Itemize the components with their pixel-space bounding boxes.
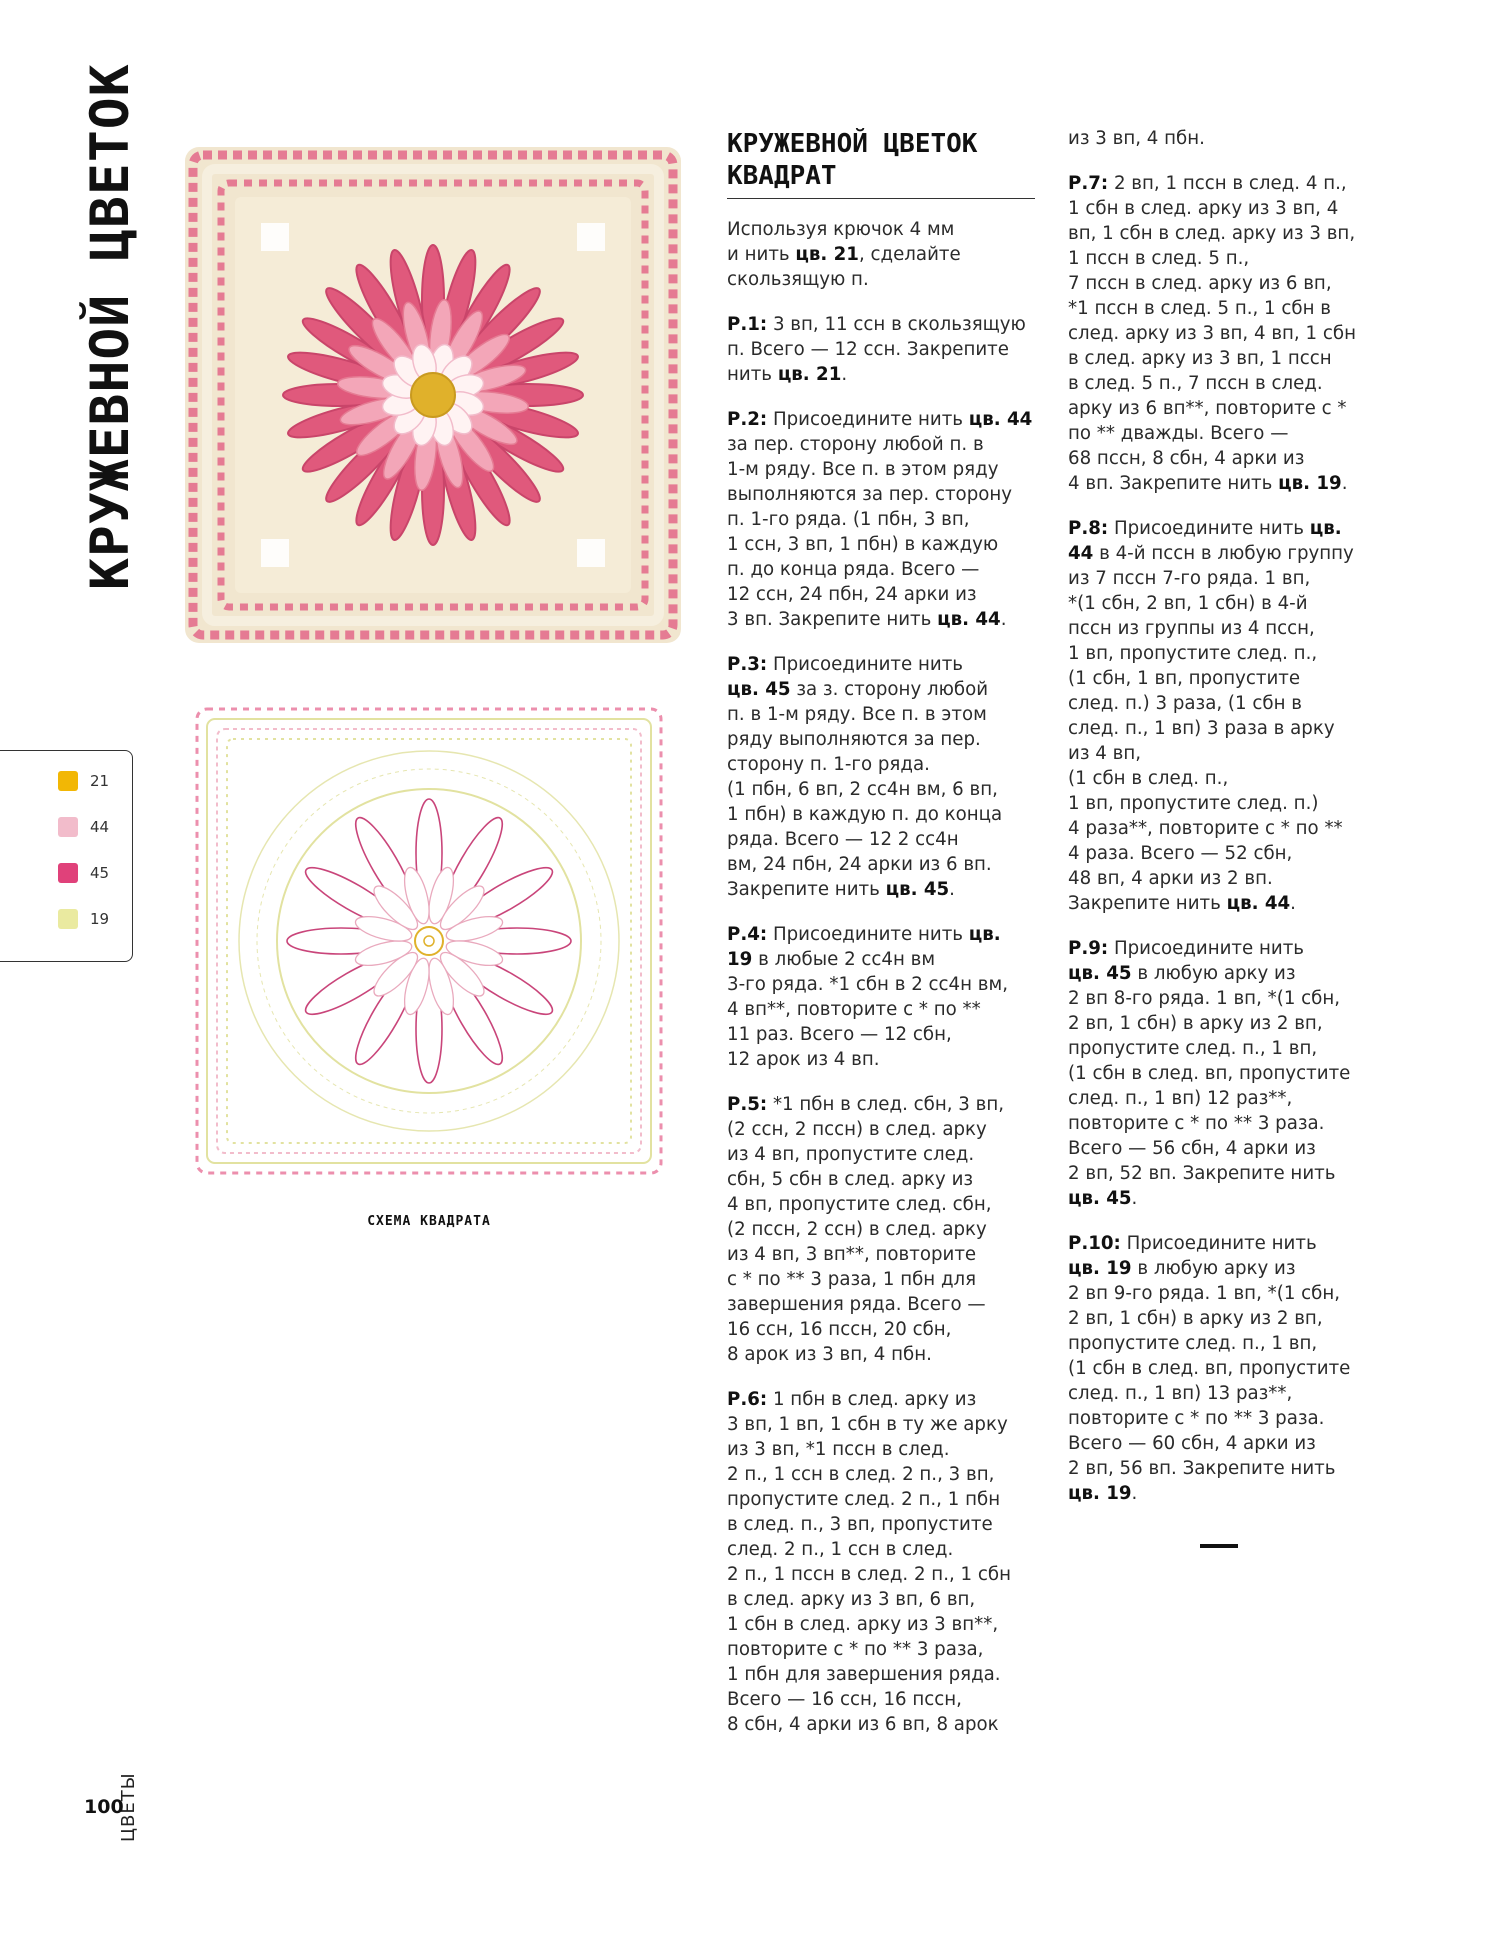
instruction-paragraph [1068, 126, 1388, 151]
instruction-text: в любые 2 сс4н вм [752, 949, 936, 970]
instruction-text: Присоедините нить [1108, 938, 1305, 959]
instruction-text: Всего — 60 сбн, 4 арки из [1068, 1433, 1316, 1454]
instruction-line [727, 1462, 1047, 1487]
instruction-text: . [1131, 1483, 1138, 1504]
vertical-title [76, 63, 146, 590]
instruction-bold-text: Р.1: [727, 314, 768, 335]
instruction-text: Всего — 56 сбн, 4 арки из [1068, 1138, 1316, 1159]
instruction-text: . [949, 879, 955, 900]
instruction-text: 1 пбн в след. арку из [767, 1389, 977, 1410]
instruction-line [1068, 471, 1388, 496]
instruction-text: 2 вп 8-го ряда. 1 вп, *(1 сбн, [1068, 988, 1341, 1009]
instruction-line [727, 677, 1047, 702]
instruction-line [727, 827, 1047, 852]
instruction-text: в след. 5 п., 7 пссн в след. [1068, 373, 1323, 394]
instruction-text: пропустите след. п., 1 вп, [1068, 1038, 1318, 1059]
instruction-bold-text: цв. 44 [937, 609, 1001, 630]
instruction-bold-text: цв. 45 [885, 879, 950, 900]
instruction-line [1068, 126, 1388, 151]
instruction-line [727, 1342, 1047, 1367]
instruction-text: арку из 6 вп**, повторите с * [1068, 398, 1347, 419]
instruction-line [727, 582, 1047, 607]
instruction-text: след. 2 п., 1 ссн в след. [727, 1539, 954, 1560]
instruction-text: . [1000, 609, 1007, 630]
instruction-line [1068, 1111, 1388, 1136]
instruction-line [727, 217, 1047, 242]
instruction-bold-text: цв. 45 [1068, 1188, 1132, 1209]
instruction-line [1068, 866, 1388, 891]
instruction-line [1068, 1406, 1388, 1431]
instruction-text: 2 вп, 56 вп. Закрепите нить [1068, 1458, 1336, 1479]
instruction-text: п. до конца ряда. Всего — [727, 559, 980, 580]
instruction-text: 3-го ряда. *1 сбн в 2 сс4н вм, [727, 974, 1009, 995]
legend-label: 19 [90, 910, 110, 928]
instruction-line [727, 457, 1047, 482]
instruction-text: 1 сбн в след. арку из 3 вп, 4 [1068, 198, 1339, 219]
instruction-text: ряду выполняются за пер. [727, 729, 981, 750]
instruction-line [1068, 1281, 1388, 1306]
instruction-text: п. в 1-м ряду. Все п. в этом [727, 704, 987, 725]
instruction-text: 1 пбн) в каждую п. до конца [727, 804, 1003, 825]
instruction-text: пропустите след. п., 1 вп, [1068, 1333, 1318, 1354]
instructions-column-1 [727, 217, 1047, 1757]
instruction-text: п. 1-го ряда. (1 пбн, 3 вп, [727, 509, 970, 530]
instruction-line [727, 482, 1047, 507]
pattern-heading-line: КРУЖЕВНОЙ ЦВЕТОК [727, 129, 978, 159]
instruction-text: *(1 сбн, 2 вп, 1 сбн) в 4-й [1068, 593, 1308, 614]
legend-label: 21 [90, 772, 110, 790]
instruction-text: след. арку из 3 вп, 4 вп, 1 сбн [1068, 323, 1356, 344]
instruction-bold-text: Р.5: [727, 1094, 768, 1115]
instruction-text: в любую арку из [1131, 963, 1296, 984]
instruction-line [1068, 421, 1388, 446]
instruction-text: 2 п., 1 пссн в след. 2 п., 1 сбн [727, 1564, 1012, 1585]
instruction-text: завершения ряда. Всего — [727, 1294, 986, 1315]
instruction-line [727, 877, 1047, 902]
instruction-line [727, 1412, 1047, 1437]
instruction-text: пропустите след. 2 п., 1 пбн [727, 1489, 1001, 1510]
instruction-text: 16 ссн, 16 пссн, 20 сбн, [727, 1319, 952, 1340]
instruction-bold-text: Р.2: [727, 409, 768, 430]
instruction-line [727, 267, 1047, 292]
instruction-line [727, 752, 1047, 777]
instruction-text: Закрепите нить [1068, 893, 1227, 914]
diagram-caption: СХЕМА КВАДРАТА [367, 1214, 491, 1229]
instruction-text: 3 вп. Закрепите нить [727, 609, 938, 630]
crochet-stitch-diagram [193, 705, 665, 1177]
instruction-line [727, 362, 1047, 387]
instruction-text: (2 пссн, 2 ссн) в след. арку [727, 1219, 987, 1240]
instruction-line [1068, 1061, 1388, 1086]
instruction-text: 1 вп, пропустите след. п.) [1068, 793, 1319, 814]
instruction-text: след. п., 1 вп) 3 раза в арку [1068, 718, 1335, 739]
instruction-bold-text: Р.7: [1068, 173, 1109, 194]
instruction-text: повторите с * по ** 3 раза. [1068, 1113, 1325, 1134]
instruction-text: повторите с * по ** 3 раза. [1068, 1408, 1325, 1429]
instruction-bold-text: цв. 45 [727, 679, 791, 700]
instruction-text: 2 вп 9-го ряда. 1 вп, *(1 сбн, [1068, 1283, 1341, 1304]
instruction-text: Закрепите нить [727, 879, 886, 900]
instruction-text: 8 сбн, 4 арки из 6 вп, 8 арок [727, 1714, 999, 1735]
instruction-line [1068, 1431, 1388, 1456]
pattern-heading-line: КВАДРАТ [727, 161, 837, 191]
instruction-paragraph [727, 652, 1047, 902]
instruction-text: (2 ссн, 2 пссн) в след. арку [727, 1119, 987, 1140]
instruction-line [727, 1637, 1047, 1662]
instruction-line [727, 702, 1047, 727]
instruction-bold-text: цв. 19 [1068, 1258, 1132, 1279]
instruction-text: . [1131, 1188, 1138, 1209]
instruction-bold-text: цв. [968, 924, 1001, 945]
crochet-square-photo [183, 145, 683, 645]
instruction-text: 8 арок из 3 вп, 4 пбн. [727, 1344, 932, 1365]
instruction-text: . [1290, 893, 1296, 914]
instruction-text: Используя крючок 4 мм [727, 219, 955, 240]
instruction-bold-text: цв. 45 [1068, 963, 1132, 984]
instruction-line [727, 1022, 1047, 1047]
instruction-paragraph [727, 217, 1047, 292]
instruction-text: 2 вп, 1 сбн) в арку из 2 вп, [1068, 1013, 1323, 1034]
instruction-text: Присоедините нить [1108, 518, 1310, 539]
instruction-line [727, 652, 1047, 677]
instruction-text: 12 ссн, 24 пбн, 24 арки из [727, 584, 977, 605]
legend-label: 45 [90, 864, 110, 882]
instruction-text: (1 сбн в след. п., [1068, 768, 1229, 789]
instruction-line [727, 557, 1047, 582]
instruction-line [1068, 741, 1388, 766]
instruction-text: 2 вп, 1 сбн) в арку из 2 вп, [1068, 1308, 1323, 1329]
instruction-text: . [841, 364, 848, 385]
instruction-text: с * по ** 3 раза, 1 пбн для [727, 1269, 977, 1290]
instruction-text: Присоедините нить [767, 654, 964, 675]
instruction-text: из 4 вп, пропустите след. [727, 1144, 975, 1165]
instruction-text: нить [727, 364, 778, 385]
legend-swatch [58, 771, 78, 791]
instruction-bold-text: 44 [1068, 543, 1094, 564]
instruction-paragraph [1068, 936, 1388, 1211]
instruction-line [727, 312, 1047, 337]
instruction-bold-text: Р.3: [727, 654, 768, 675]
instruction-line [727, 1267, 1047, 1292]
instruction-text: из 7 пссн 7-го ряда. 1 вп, [1068, 568, 1311, 589]
instruction-line [1068, 446, 1388, 471]
instruction-line [1068, 1136, 1388, 1161]
instruction-text: 1 сбн в след. арку из 3 вп**, [727, 1614, 999, 1635]
instruction-line [1068, 296, 1388, 321]
instruction-text: в след. арку из 3 вп, 6 вп, [727, 1589, 976, 1610]
color-legend [0, 750, 133, 962]
instruction-line [1068, 961, 1388, 986]
instruction-line [1068, 321, 1388, 346]
instruction-text: 4 раза. Всего — 52 сбн, [1068, 843, 1293, 864]
instruction-line [1068, 541, 1388, 566]
instruction-line [727, 1687, 1047, 1712]
instruction-line [1068, 1011, 1388, 1036]
instruction-line [1068, 271, 1388, 296]
instruction-text: и нить [727, 244, 796, 265]
pattern-heading [727, 128, 1032, 192]
instruction-text: 4 вп, пропустите след. сбн, [727, 1194, 992, 1215]
instruction-text: в любую арку из [1131, 1258, 1296, 1279]
instruction-text: из 3 вп, 4 пбн. [1068, 128, 1205, 149]
instruction-bold-text: цв. 21 [795, 244, 859, 265]
instruction-text: сторону п. 1-го ряда. [727, 754, 930, 775]
instruction-line [1068, 716, 1388, 741]
instruction-line [1068, 1086, 1388, 1111]
instruction-text: 2 вп, 1 пссн в след. 4 п., [1108, 173, 1347, 194]
instruction-text: в 4-й пссн в любую группу [1093, 543, 1354, 564]
instruction-text: 4 вп. Закрепите нить [1068, 473, 1279, 494]
instruction-text: 3 вп, 11 ссн в скользящую [767, 314, 1026, 335]
instruction-paragraph [727, 1092, 1047, 1367]
instruction-text: скользящую п. [727, 269, 869, 290]
instruction-line [1068, 346, 1388, 371]
instruction-line [1068, 641, 1388, 666]
instruction-line [1068, 396, 1388, 421]
instruction-bold-text: Р.6: [727, 1389, 768, 1410]
section-label [114, 1712, 144, 1842]
instruction-text: вп, 1 сбн в след. арку из 3 вп, [1068, 223, 1356, 244]
instructions-column-2 [1068, 126, 1388, 1526]
instruction-line [727, 922, 1047, 947]
instruction-line [727, 1047, 1047, 1072]
instruction-paragraph [1068, 171, 1388, 496]
instruction-line [1068, 1331, 1388, 1356]
instruction-line [1068, 986, 1388, 1011]
instruction-line [727, 337, 1047, 362]
instruction-text: из 4 вп, [1068, 743, 1142, 764]
instruction-text: сбн, 5 сбн в след. арку из [727, 1169, 974, 1190]
instruction-line [727, 802, 1047, 827]
instruction-line [1068, 1161, 1388, 1186]
instruction-text: ряда. Всего — 12 2 сс4н [727, 829, 959, 850]
instruction-line [727, 1537, 1047, 1562]
instruction-text: (1 сбн, 1 вп, пропустите [1068, 668, 1301, 689]
instruction-line [1068, 1306, 1388, 1331]
instruction-text: по ** дважды. Всего — [1068, 423, 1289, 444]
instruction-line [1068, 371, 1388, 396]
instruction-text: (1 пбн, 6 вп, 2 сс4н вм, 6 вп, [727, 779, 998, 800]
vertical-title-text: КРУЖЕВНОЙ ЦВЕТОК [80, 63, 141, 590]
instruction-line [727, 1612, 1047, 1637]
instruction-line [1068, 936, 1388, 961]
instruction-text: 2 вп, 52 вп. Закрепите нить [1068, 1163, 1336, 1184]
instruction-bold-text: цв. 44 [1226, 893, 1291, 914]
instruction-text: 11 раз. Всего — 12 сбн, [727, 1024, 952, 1045]
instruction-text: 1 пбн для завершения ряда. [727, 1664, 1001, 1685]
instruction-line [1068, 221, 1388, 246]
instruction-text: 2 п., 1 ссн в след. 2 п., 3 вп, [727, 1464, 995, 1485]
instruction-line [727, 432, 1047, 457]
legend-label: 44 [90, 818, 110, 836]
instruction-text: Присоедините нить [1120, 1233, 1317, 1254]
instruction-line [727, 1587, 1047, 1612]
instruction-line [727, 727, 1047, 752]
instruction-line [1068, 516, 1388, 541]
instruction-text: Присоедините нить [767, 409, 969, 430]
section-label-text: ЦВЕТЫ [118, 1772, 139, 1842]
instruction-line [727, 1292, 1047, 1317]
instruction-line [727, 852, 1047, 877]
instruction-line [727, 1512, 1047, 1537]
instruction-line [1068, 1036, 1388, 1061]
instruction-text: след. п., 1 вп) 12 раз**, [1068, 1088, 1293, 1109]
page-number: 100 [84, 1796, 124, 1818]
instruction-line [727, 532, 1047, 557]
instruction-text: *1 пссн в след. 5 п., 1 сбн в [1068, 298, 1332, 319]
instruction-text: повторите с * по ** 3 раза, [727, 1639, 984, 1660]
instruction-paragraph [1068, 516, 1388, 916]
instruction-text: 1 вп, пропустите след. п., [1068, 643, 1318, 664]
instruction-line [1068, 591, 1388, 616]
instruction-line [727, 1217, 1047, 1242]
instruction-line [1068, 791, 1388, 816]
instruction-line [1068, 246, 1388, 271]
instruction-line [1068, 1186, 1388, 1211]
instruction-line [727, 1387, 1047, 1412]
legend-swatch [58, 909, 78, 929]
end-mark [1200, 1544, 1238, 1548]
instruction-line [1068, 891, 1388, 916]
instruction-bold-text: 19 [727, 949, 753, 970]
instruction-bold-text: цв. [1309, 518, 1342, 539]
instruction-line [727, 407, 1047, 432]
instruction-line [727, 1487, 1047, 1512]
instruction-line [727, 507, 1047, 532]
instruction-text: , сделайте [858, 244, 961, 265]
instruction-text: 3 вп, 1 вп, 1 сбн в ту же арку [727, 1414, 1008, 1435]
instruction-paragraph [727, 922, 1047, 1072]
instruction-bold-text: Р.4: [727, 924, 768, 945]
instruction-bold-text: Р.8: [1068, 518, 1109, 539]
heading-rule [727, 198, 1035, 199]
instruction-text: за з. сторону любой [790, 679, 989, 700]
instruction-text: 4 раза**, повторите с * по ** [1068, 818, 1343, 839]
instruction-line [727, 1142, 1047, 1167]
instruction-bold-text: Р.9: [1068, 938, 1109, 959]
instruction-line [1068, 816, 1388, 841]
instruction-line [1068, 666, 1388, 691]
instruction-line [1068, 1231, 1388, 1256]
instruction-line [727, 1562, 1047, 1587]
instruction-text: 1-м ряду. Все п. в этом ряду [727, 459, 999, 480]
instruction-text: из 3 вп, *1 пссн в след. [727, 1439, 950, 1460]
instruction-text: в след. п., 3 вп, пропустите [727, 1514, 993, 1535]
instruction-line [727, 1317, 1047, 1342]
instruction-text: . [1341, 473, 1348, 494]
instruction-text: пссн из группы из 4 пссн, [1068, 618, 1315, 639]
instruction-text: след. п., 1 вп) 13 раз**, [1068, 1383, 1293, 1404]
instruction-line [727, 972, 1047, 997]
instruction-text: 1 пссн в след. 5 п., [1068, 248, 1250, 269]
instruction-line [727, 1242, 1047, 1267]
instruction-line [727, 947, 1047, 972]
instruction-line [1068, 841, 1388, 866]
legend-swatch [58, 817, 78, 837]
instruction-line [727, 1192, 1047, 1217]
instruction-line [727, 1437, 1047, 1462]
instruction-line [1068, 691, 1388, 716]
instruction-text: 7 пссн в след. арку из 6 вп, [1068, 273, 1332, 294]
instruction-line [1068, 1381, 1388, 1406]
instruction-text: 12 арок из 4 вп. [727, 1049, 880, 1070]
instruction-line [727, 1167, 1047, 1192]
instruction-text: 4 вп**, повторите с * по ** [727, 999, 981, 1020]
instruction-line [727, 1092, 1047, 1117]
instruction-text: выполняются за пер. сторону [727, 484, 1013, 505]
instruction-text: (1 сбн в след. вп, пропустите [1068, 1063, 1351, 1084]
instruction-text: 1 ссн, 3 вп, 1 пбн) в каждую [727, 534, 999, 555]
instruction-text: за пер. сторону любой п. в [727, 434, 984, 455]
instruction-text: *1 пбн в след. сбн, 3 вп, [767, 1094, 1005, 1115]
instruction-line [1068, 1456, 1388, 1481]
instruction-line [727, 1662, 1047, 1687]
instruction-paragraph [1068, 1231, 1388, 1506]
instruction-bold-text: Р.10: [1068, 1233, 1121, 1254]
instruction-line [1068, 566, 1388, 591]
instruction-line [727, 607, 1047, 632]
instruction-line [1068, 1356, 1388, 1381]
instruction-bold-text: цв. 21 [777, 364, 842, 385]
instruction-line [1068, 1481, 1388, 1506]
instruction-text: Всего — 16 ссн, 16 пссн, [727, 1689, 962, 1710]
instruction-paragraph [727, 312, 1047, 387]
instruction-line [727, 242, 1047, 267]
instruction-text: 68 пссн, 8 сбн, 4 арки из [1068, 448, 1305, 469]
instruction-line [727, 777, 1047, 802]
instruction-line [727, 1117, 1047, 1142]
instruction-line [727, 1712, 1047, 1737]
instruction-bold-text: цв. 44 [968, 409, 1033, 430]
instruction-text: след. п.) 3 раза, (1 сбн в [1068, 693, 1302, 714]
instruction-bold-text: цв. 19 [1278, 473, 1342, 494]
instruction-line [1068, 196, 1388, 221]
instruction-text: Присоедините нить [767, 924, 969, 945]
instruction-text: 48 вп, 4 арки из 2 вп. [1068, 868, 1273, 889]
instruction-text: п. Всего — 12 ссн. Закрепите [727, 339, 1009, 360]
instruction-text: из 4 вп, 3 вп**, повторите [727, 1244, 977, 1265]
instruction-line [727, 997, 1047, 1022]
instruction-text: в след. арку из 3 вп, 1 пссн [1068, 348, 1332, 369]
instruction-line [1068, 1256, 1388, 1281]
instruction-line [1068, 171, 1388, 196]
instruction-text: вм, 24 пбн, 24 арки из 6 вп. [727, 854, 992, 875]
instruction-paragraph [727, 1387, 1047, 1737]
instruction-text: (1 сбн в след. вп, пропустите [1068, 1358, 1351, 1379]
instruction-paragraph [727, 407, 1047, 632]
instruction-line [1068, 766, 1388, 791]
instruction-bold-text: цв. 19 [1068, 1483, 1132, 1504]
legend-swatch [58, 863, 78, 883]
instruction-line [1068, 616, 1388, 641]
